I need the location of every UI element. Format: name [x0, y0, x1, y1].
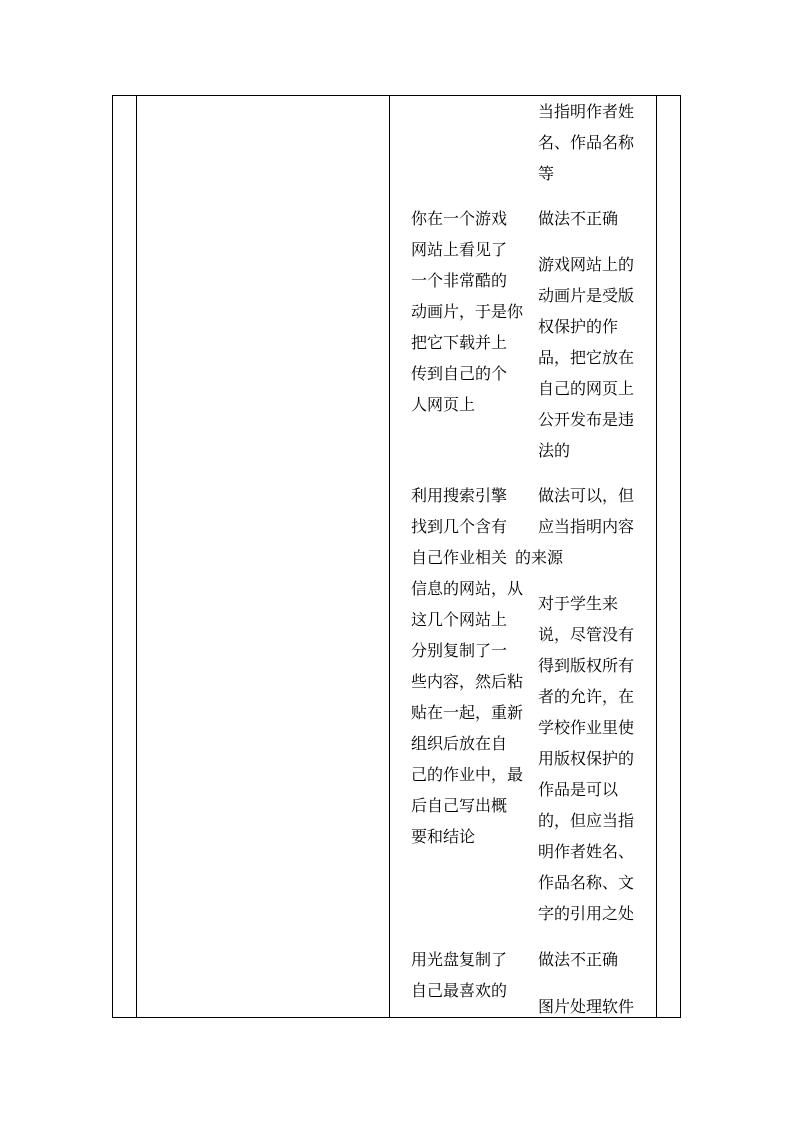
column-divider	[136, 95, 137, 1018]
text-line: 品，把它放在	[538, 348, 635, 367]
text-line: 找到几个含有	[411, 517, 508, 536]
text-line: 把它下载并上	[411, 333, 508, 352]
text-line: 己的作业中，最	[411, 765, 524, 784]
answer-continuation	[538, 96, 634, 189]
text-line: 明作者姓名、	[538, 842, 635, 861]
text-line: 贴在一起，重新	[411, 703, 524, 722]
text-line: 利用搜索引擎	[411, 486, 508, 505]
text-line: 自己作业相关	[411, 548, 508, 567]
text-line: 学校作业里使	[538, 718, 635, 737]
text-line: 这几个网站上	[411, 610, 508, 629]
text-line: 一个非常酷的	[411, 271, 508, 290]
text-line: 用版权保护的	[538, 749, 635, 768]
text-line: 权保护的作	[538, 317, 619, 336]
text-line: 字的引用之处	[538, 904, 635, 923]
text-line: 用光盘复制了	[411, 950, 508, 969]
column-divider	[680, 95, 681, 1018]
text-line: 你在一个游戏	[411, 209, 508, 228]
column-divider	[389, 95, 390, 1018]
verdict-text-tail	[515, 542, 563, 573]
text-line: 动画片，于是你	[411, 302, 524, 321]
text-line: 做法不正确	[538, 950, 619, 969]
text-line: 作品是可以	[538, 780, 619, 799]
text-line: 等	[538, 164, 555, 183]
text-line: 得到版权所有	[538, 656, 635, 675]
scenario-text	[411, 480, 523, 852]
text-line: 图片处理软件	[538, 997, 635, 1016]
explanation-text	[538, 249, 634, 466]
text-line: 的，但应当指	[538, 811, 635, 830]
verdict-text	[538, 203, 618, 234]
text-line: 后自己写出概	[411, 796, 508, 815]
text-line: 网站上看见了	[411, 240, 508, 259]
text-line: 的来源	[515, 548, 564, 567]
text-line: 应当指明内容	[538, 517, 635, 536]
text-line: 些内容，然后粘	[411, 672, 524, 691]
text-line: 自己的网页上	[538, 379, 635, 398]
explanation-text	[538, 991, 634, 1022]
text-line: 自己最喜欢的	[411, 981, 508, 1000]
scenario-text	[411, 944, 507, 1006]
text-line: 传到自己的个	[411, 364, 508, 383]
text-line: 当指明作者姓	[538, 102, 635, 121]
text-line: 名、作品名称	[538, 133, 635, 152]
text-line: 作品名称、文	[538, 873, 635, 892]
text-line: 公开发布是违	[538, 410, 635, 429]
text-line: 者的允许，在	[538, 687, 635, 706]
text-line: 游戏网站上的	[538, 255, 635, 274]
text-line: 对于学生来	[538, 594, 619, 613]
column-divider	[656, 95, 657, 1018]
text-line: 法的	[538, 441, 571, 460]
text-line: 人网页上	[411, 395, 476, 414]
text-line: 说，尽管没有	[538, 625, 635, 644]
text-line: 组织后放在自	[411, 734, 508, 753]
text-line: 要和结论	[411, 827, 476, 846]
verdict-text	[538, 480, 634, 542]
explanation-text	[538, 588, 634, 929]
text-line: 动画片是受版	[538, 286, 635, 305]
column-divider	[112, 95, 113, 1018]
text-line: 分别复制了一	[411, 641, 508, 660]
scenario-text	[411, 203, 523, 420]
text-line: 做法不正确	[538, 209, 619, 228]
verdict-text	[538, 944, 618, 975]
text-line: 做法可以，但	[538, 486, 635, 505]
text-line: 信息的网站，从	[411, 579, 524, 598]
